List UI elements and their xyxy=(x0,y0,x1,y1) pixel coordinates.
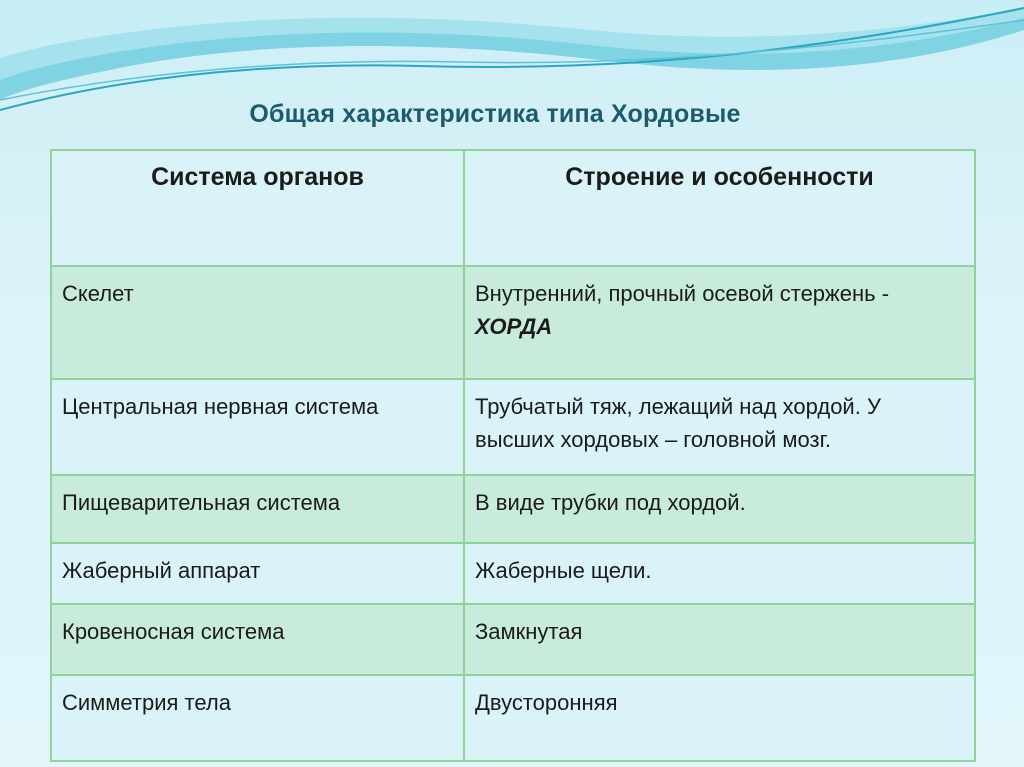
description-text: Внутренний, прочный осевой стержень - xyxy=(475,281,890,306)
cell-description: Жаберные щели. xyxy=(464,543,975,604)
table-row xyxy=(51,675,975,761)
column-header-system: Система органов xyxy=(51,150,464,266)
cell-system: Кровеносная система xyxy=(51,604,464,675)
table-row xyxy=(51,379,975,475)
cell-system: Пищеварительная система xyxy=(51,475,464,543)
table-row xyxy=(51,543,975,604)
page-title: Общая характеристика типа Хордовые xyxy=(249,100,741,128)
cell-description: В виде трубки под хордой. xyxy=(464,475,975,543)
table-row xyxy=(51,604,975,675)
cell-description: Замкнутая xyxy=(464,604,975,675)
cell-system: Центральная нервная система xyxy=(51,379,464,475)
cell-system: Симметрия тела xyxy=(51,675,464,761)
keyword-text: ХОРДА xyxy=(475,314,553,339)
table-row xyxy=(51,475,975,543)
table-header-row xyxy=(51,150,975,266)
cell-description: Трубчатый тяж, лежащий над хордой. У высших хордовых – головной мозг. xyxy=(464,379,975,475)
cell-description: Двусторонняя xyxy=(464,675,975,761)
column-header-structure: Строение и особенности xyxy=(464,150,975,266)
characteristics-table xyxy=(50,149,976,762)
table-row xyxy=(51,266,975,379)
cell-system: Скелет xyxy=(51,266,464,379)
cell-system: Жаберный аппарат xyxy=(51,543,464,604)
cell-description xyxy=(464,266,975,379)
